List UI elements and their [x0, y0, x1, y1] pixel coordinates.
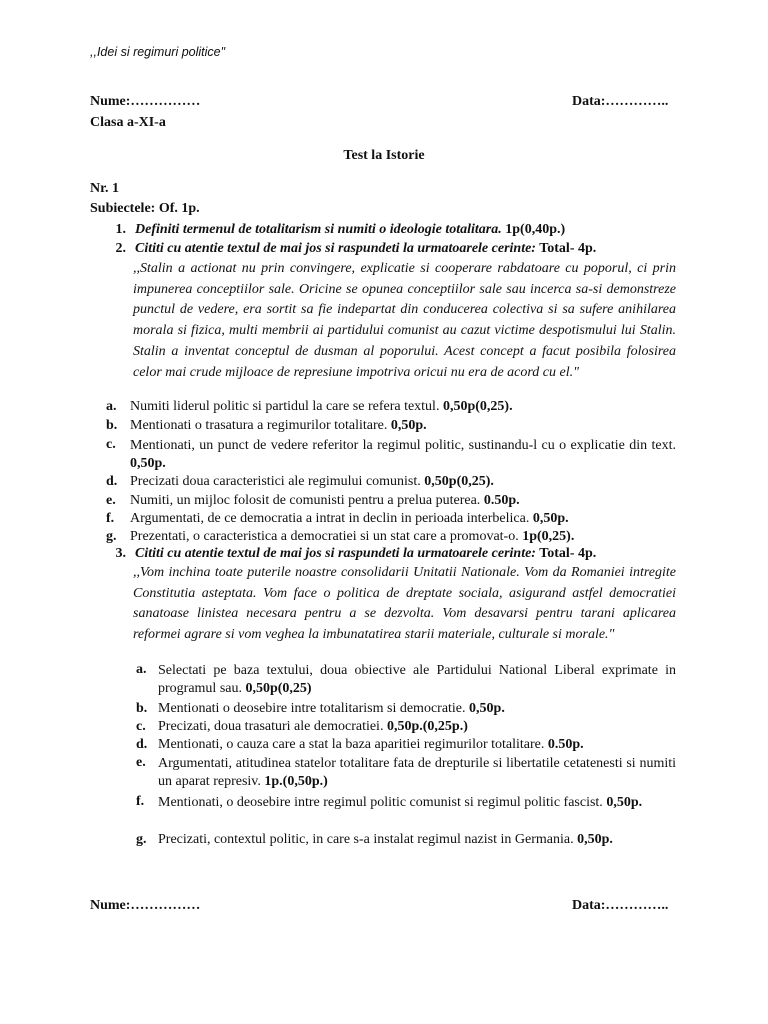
page-title: Test la Istorie [343, 148, 425, 163]
q3-item-d-label: d. [136, 737, 148, 752]
q3-item-e [158, 755, 676, 791]
q2-item-d-text: Precizati doua caracteristici ale regimului comunist. [130, 474, 425, 489]
q2-item-b-points: 0,50p. [390, 418, 427, 433]
class-label: Clasa a-XI-a [90, 115, 166, 130]
q3-item-b-text: Mentionati o deosebire intre totalitarism si democratie. [158, 701, 470, 716]
q3-item-c-label: c. [136, 719, 146, 734]
q3-item-a-text: Selectati pe baza textului, doua obiective ale Partidului National Liberal exprimate in programul sau. [158, 663, 676, 696]
q3-item-a-points: 0,50p(0,25) [245, 681, 312, 696]
q2-item-e-text: Numiti, un mijloc folosit de comunisti pentru a prelua puterea. [130, 493, 484, 508]
date-field: Data:………….. [572, 94, 669, 109]
q3-item-b-points: 0,50p. [469, 701, 505, 716]
q3-item-d-text: Mentionati, o cauza care a stat la baza aparitiei regimurilor totalitare. [158, 737, 548, 752]
q3-item-a-label: a. [136, 662, 147, 677]
q2-item-f-label: f. [106, 511, 115, 526]
q2-item-c-label: c. [106, 437, 116, 452]
q3-item-a [158, 662, 676, 698]
q2-item-d [130, 474, 494, 490]
q2-item-c-text: Mentionati, un punct de vedere referitor la regimul politic, sustinandu-l cu o explicatie din text. [130, 438, 676, 453]
q3-item-e-text: Argumentati, atitudinea statelor totalitare fata de drepturile si libertatile cetatenesti si numiti un aparat represiv. [158, 756, 676, 789]
document-header: ,,Idei si regimuri politice" [90, 45, 226, 59]
question-2-text: Cititi cu atentie textul de mai jos si raspundeti la urmatoarele cerinte: [135, 241, 536, 256]
q2-item-a [130, 399, 513, 415]
q2-item-e-points: 0.50p. [483, 493, 520, 508]
question-3-number: 3. [115, 546, 126, 561]
q2-item-d-points: 0,50p(0,25). [424, 474, 494, 489]
q2-item-d-label: d. [106, 474, 118, 489]
q3-item-c-points: 0,50p.(0,25p.) [386, 719, 468, 734]
q3-item-c-text: Precizati, doua trasaturi ale democratiei. [158, 719, 387, 734]
q3-item-c [158, 719, 468, 735]
q2-item-b [130, 418, 427, 434]
q2-item-b-text: Mentionati o trasatura a regimurilor totalitare. [130, 418, 391, 433]
q3-item-f-text: Mentionati, o deosebire intre regimul politic comunist si regimul politic fascist. [158, 795, 607, 810]
subjects-label: Subiectele: Of. 1p. [90, 201, 200, 216]
q3-item-g [158, 832, 613, 848]
q3-item-e-points: 1p.(0,50p.) [264, 774, 328, 789]
q3-item-f [158, 794, 676, 812]
q2-item-b-label: b. [106, 418, 118, 433]
q2-item-a-label: a. [106, 399, 117, 414]
question-2-number: 2. [115, 241, 126, 256]
question-3-text: Cititi cu atentie textul de mai jos si raspundeti la urmatoarele cerinte: [135, 546, 536, 561]
question-3-quote: ,,Vom inchina toate puterile noastre consolidarii Unitatii Nationale. Vom da Romaniei intregite Constitutia asteptata. Vom face o politica de dreptate sociala, asigurand astfel democratiei sanatoase linistea necesara pentru a se dezvolta. Vom desavarsi pentru tarani aplicarea reformei agrare si vom veghea la imbunatatirea starii materiale, culturale si morale." [133, 565, 676, 643]
q2-item-f [130, 511, 569, 527]
q3-item-d-points: 0.50p. [547, 737, 584, 752]
question-2-quote: ,,Stalin a actionat nu prin convingere, explicatie si cooperare rabdatoare cu poporul, ci prin impunerea conceptiilor sale. Oricine se opunea conceptiilor sale sau incerca sa-si demonstreze punctul de vedere, era sortit sa fie indepartat din conducerea colectiva si sa sufere anihilarea morala si fizica, multi membrii ai partidului comunist au cazut victime despotismului lui Stalin. Stalin a inventat conceptul de dusman al poporului. Acest concept a facut posibila folosirea celor mai crude mijloace de represiune impotriva oricui nu era de acord cu el." [133, 261, 676, 380]
q2-item-f-text: Argumentati, de ce democratia a intrat in declin in perioada interbelica. [130, 511, 533, 526]
variant-number: Nr. 1 [90, 181, 120, 196]
q2-item-f-points: 0,50p. [532, 511, 569, 526]
question-3-points: Total- 4p. [535, 546, 597, 561]
q2-item-c-points: 0,50p. [130, 456, 166, 471]
q3-item-b-label: b. [136, 701, 148, 716]
q2-item-g-points: 1p(0,25). [522, 529, 575, 544]
q3-item-g-text: Precizati, contextul politic, in care s-a instalat regimul nazist in Germania. [158, 832, 578, 847]
q3-item-f-label: f. [136, 794, 145, 809]
q3-item-d [158, 737, 584, 753]
q3-item-g-label: g. [136, 832, 147, 847]
q2-item-e-label: e. [106, 493, 116, 508]
q2-item-g-text: Prezentati, o caracteristica a democratiei si un stat care a promovat-o. [130, 529, 523, 544]
question-1-points: 1p(0,40p.) [501, 222, 566, 237]
bottom-name-field: Nume:…………… [90, 898, 201, 913]
question-1-text: Definiti termenul de totalitarism si numiti o ideologie totalitara. [135, 222, 502, 237]
q2-item-g-label: g. [106, 529, 117, 544]
q3-item-f-points: 0,50p. [606, 795, 643, 810]
question-1 [135, 222, 565, 238]
question-1-number: 1. [115, 222, 126, 237]
q3-item-e-label: e. [136, 755, 146, 770]
question-2-points: Total- 4p. [535, 241, 597, 256]
q2-item-a-text: Numiti liderul politic si partidul la care se refera textul. [130, 399, 443, 414]
bottom-date-field: Data:………….. [572, 898, 669, 913]
q2-item-e [130, 493, 520, 509]
question-3 [135, 546, 596, 562]
q3-item-g-points: 0,50p. [577, 832, 613, 847]
q2-item-c [130, 437, 676, 473]
question-2 [135, 241, 596, 257]
q2-item-a-points: 0,50p(0,25). [442, 399, 513, 414]
q3-item-b [158, 701, 505, 717]
name-field: Nume:…………… [90, 94, 201, 109]
q2-item-g [130, 529, 574, 545]
